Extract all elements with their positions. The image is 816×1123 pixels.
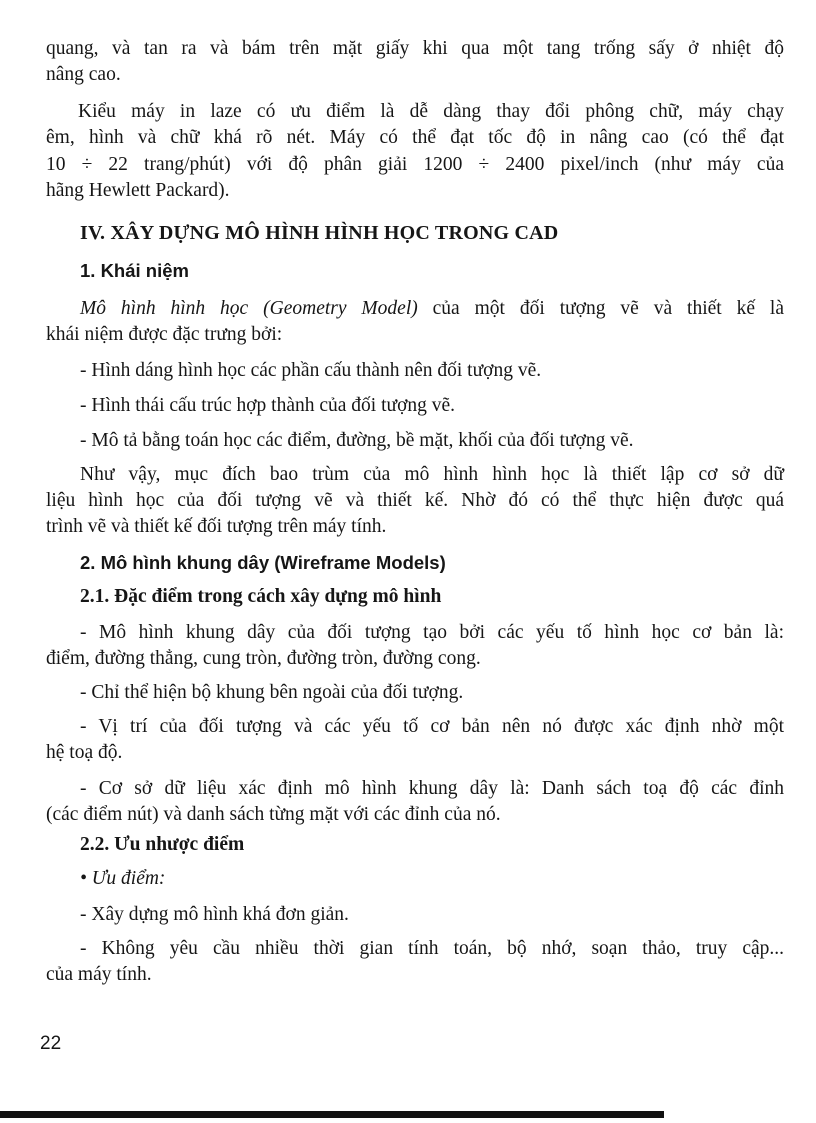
list-item: - Mô tả bằng toán học các điểm, đường, bề mặt, khối của đối tượng vẽ. <box>80 430 634 451</box>
text-line: - Vị trí của đối tượng và các yếu tố cơ bản nên nó được xác định nhờ một <box>80 716 784 737</box>
text-line: nâng cao. <box>46 64 121 85</box>
subsection-heading: 2. Mô hình khung dây (Wireframe Models) <box>80 552 446 573</box>
text-line: - Mô hình khung dây của đối tượng tạo bởi các yếu tố hình học cơ bản là: <box>80 622 784 643</box>
section-heading: IV. XÂY DỰNG MÔ HÌNH HÌNH HỌC TRONG CAD <box>80 222 559 244</box>
text-line: Kiểu máy in laze có ưu điểm là dễ dàng thay đổi phông chữ, máy chạy <box>78 101 784 122</box>
subsection-heading: 2.1. Đặc điểm trong cách xây dựng mô hình <box>80 586 442 607</box>
page-bottom-rule <box>0 1111 664 1118</box>
page-number: 22 <box>40 1033 62 1054</box>
list-item: - Xây dựng mô hình khá đơn giản. <box>80 904 349 925</box>
text-line <box>80 296 784 322</box>
subsection-heading: 2.2. Ưu nhược điểm <box>80 834 245 855</box>
text-line: êm, hình và chữ khá rõ nét. Máy có thể đạt tốc độ in nâng cao (có thể đạt <box>46 127 784 148</box>
text-line: khái niệm được đặc trưng bởi: <box>46 324 283 345</box>
list-item: - Chỉ thể hiện bộ khung bên ngoài của đối tượng. <box>80 682 464 703</box>
text-line: - Cơ sở dữ liệu xác định mô hình khung dây là: Danh sách toạ độ các đỉnh <box>80 778 784 799</box>
text-line: của máy tính. <box>46 964 152 985</box>
text-line: liệu hình học của đối tượng vẽ và thiết kế. Nhờ đó có thể thực hiện được quá <box>46 490 784 511</box>
italic-term: Mô hình hình học (Geometry Model) <box>80 298 418 319</box>
text-line: hãng Hewlett Packard). <box>46 180 230 201</box>
text-line: Như vậy, mục đích bao trùm của mô hình hình học là thiết lập cơ sở dữ <box>80 464 784 485</box>
text-span: của một đối tượng vẽ và thiết kế là <box>417 298 784 319</box>
text-line: trình vẽ và thiết kế đối tượng trên máy tính. <box>46 516 387 537</box>
advantages-label: • Ưu điểm: <box>80 868 166 889</box>
text-line: (các điểm nút) và danh sách từng mặt với các đỉnh của nó. <box>46 804 501 825</box>
subsection-heading: 1. Khái niệm <box>80 260 189 281</box>
text-line: hệ toạ độ. <box>46 742 123 763</box>
text-line: - Không yêu cầu nhiều thời gian tính toán, bộ nhớ, soạn thảo, truy cập... <box>80 938 784 959</box>
text-line: 10 ÷ 22 trang/phút) với độ phân giải 1200 ÷ 2400 pixel/inch (như máy của <box>46 154 784 175</box>
list-item: - Hình thái cấu trúc hợp thành của đối tượng vẽ. <box>80 395 456 416</box>
text-line: điểm, đường thẳng, cung tròn, đường tròn, đường cong. <box>46 648 481 669</box>
text-line: quang, và tan ra và bám trên mặt giấy khi qua một tang trống sấy ở nhiệt độ <box>46 38 784 59</box>
list-item: - Hình dáng hình học các phần cấu thành nên đối tượng vẽ. <box>80 360 542 381</box>
